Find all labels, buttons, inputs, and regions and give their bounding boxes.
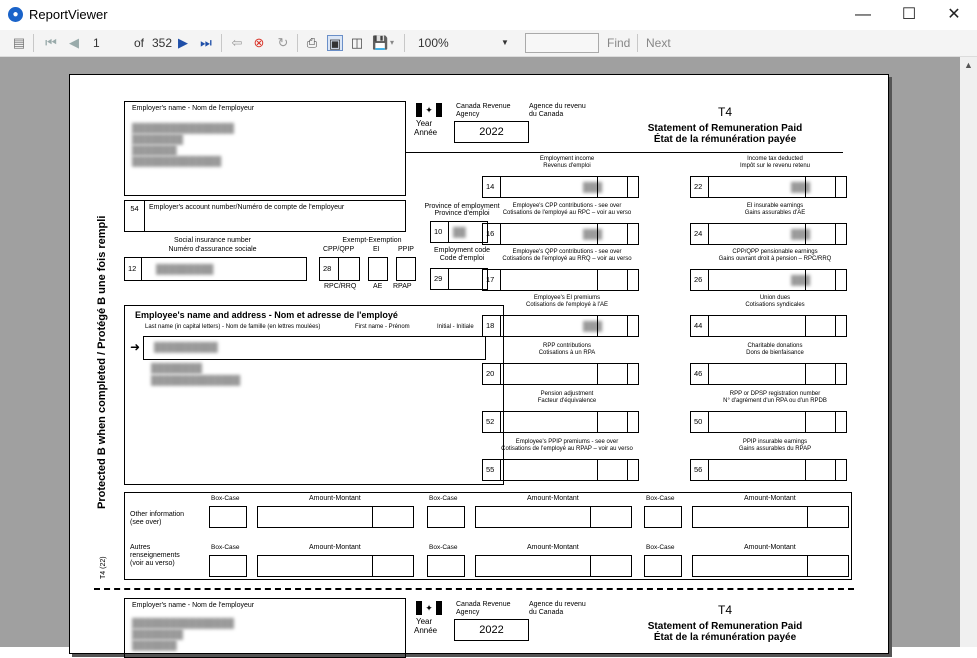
box-18-label-fr: Cotisations de l'employé à l'AE (526, 302, 608, 308)
box-55-label-fr: Cotisations de l'employé au RPAP – voir au verso (501, 446, 633, 452)
page-setup-icon[interactable]: ◫ (350, 35, 364, 50)
box-50-cents-field (805, 411, 847, 433)
other-box-case-field (644, 506, 682, 528)
box-14-amount-field: ███ (500, 176, 628, 198)
box-case-label: Box-Case (211, 544, 240, 551)
arrow-icon: ➜ (130, 340, 141, 354)
box-14-label-fr: Revenus d'emploi (543, 163, 591, 169)
box-44-label-en: Union dues (759, 295, 791, 301)
box-14-cents-field (597, 176, 639, 198)
province-label-en: Province of employment (424, 203, 500, 210)
employment-code-box-num: 29 (430, 268, 449, 290)
other-amount-field (257, 555, 373, 577)
other-amount-field (257, 506, 373, 528)
box-22-label-en: Income tax deducted (747, 156, 803, 162)
box-17-label-fr: Cotisations de l'employé au RRQ – voir au verso (502, 256, 632, 262)
employer-name-label-2: Employer's name - Nom de l'employeur (132, 602, 255, 609)
province-field: ██ (448, 221, 488, 243)
box-56-number: 56 (690, 459, 709, 481)
box-14-number: 14 (482, 176, 501, 198)
zoom-dropdown-icon[interactable]: ▼ (501, 38, 509, 47)
agency-fr-2: Agence du revenu du Canada (529, 601, 586, 616)
find-input[interactable] (525, 33, 599, 53)
year-label-fr: Année (414, 128, 438, 137)
total-pages: 352 (152, 36, 173, 50)
report-page (69, 74, 889, 654)
box-55-number: 55 (482, 459, 501, 481)
other-info-en: Other information (see over) (130, 511, 185, 526)
sin-box-num: 12 (124, 257, 142, 281)
other-amount-field (475, 555, 591, 577)
box-55-cents-field (597, 459, 639, 481)
box-case-label: Box-Case (429, 495, 458, 502)
amount-montant-label: Amount-Montant (309, 495, 361, 502)
agency-fr: Agence du revenu du Canada (529, 103, 586, 118)
box-22-label-fr: Impôt sur le revenu retenu (739, 163, 811, 169)
tear-line (94, 588, 854, 590)
form-title-en: Statement of Remuneration Paid (647, 123, 803, 134)
amount-montant-label: Amount-Montant (527, 495, 579, 502)
other-box-case-field (209, 555, 247, 577)
box-50-number: 50 (690, 411, 709, 433)
other-cents-field (807, 555, 849, 577)
employee-name-field: ██████████ (143, 336, 486, 360)
province-label-fr: Province d'emploi (434, 210, 490, 217)
box-22-amount-field: ███ (708, 176, 836, 198)
box-44-number: 44 (690, 315, 709, 337)
form-code: T4 (717, 105, 732, 119)
employer-account-box (124, 200, 406, 232)
box-46-cents-field (805, 363, 847, 385)
box-20-label-en: RPP contributions (543, 343, 591, 349)
employment-code-label-en: Employment code (433, 247, 491, 254)
box-44-cents-field (805, 315, 847, 337)
box-18-number: 18 (482, 315, 501, 337)
canada-flag-icon: ✦ (416, 103, 442, 117)
side-form-code: T4 (22) (100, 556, 107, 579)
employer-name-label: Employer's name - Nom de l'employeur (132, 105, 255, 112)
box-52-label-fr: Facteur d'équivalence (537, 398, 597, 404)
close-button[interactable]: ✕ (947, 6, 961, 23)
canada-flag-icon-2: ✦ (416, 601, 442, 615)
exempt-ppip-label: PPIP (398, 246, 414, 253)
employee-label: Employee's name and address - Nom et adresse de l'employé (135, 310, 398, 320)
exempt-ei-field (368, 257, 388, 281)
maximize-button[interactable]: ☐ (901, 6, 917, 23)
next-button[interactable]: Next (646, 36, 671, 50)
exempt-ppip-field (396, 257, 416, 281)
employee-box: Employee's name and address - Nom et adresse de l'employé Last name (in capital letters) - Nom de famille (en lettres moulées) First name - Prénom Initial - Initiale ██████████ ████████ ██████████████ (124, 305, 504, 485)
scroll-up-icon[interactable]: ▲ (964, 60, 973, 70)
year-label-2: Year (416, 617, 433, 626)
box-44-label-fr: Cotisations syndicales (745, 302, 805, 308)
current-page-input[interactable]: 1 (93, 36, 100, 50)
box-56-label-en: PPIP insurable earnings (742, 439, 808, 445)
back-icon[interactable]: ⇦ (231, 35, 243, 50)
box-46-label-fr: Dons de bienfaisance (746, 350, 804, 356)
initial-label: Initial - Initiale (437, 324, 474, 330)
other-cents-field (807, 506, 849, 528)
box-56-cents-field (805, 459, 847, 481)
other-amount-field (692, 555, 808, 577)
box-24-cents-field (805, 223, 847, 245)
amount-montant-label: Amount-Montant (527, 544, 579, 551)
box-26-label-fr: Gains ouvrant droit à pension – RPC/RRQ (718, 256, 832, 262)
stop-icon[interactable]: ⊗ (253, 35, 265, 50)
other-box-case-field (427, 506, 465, 528)
box-24-number: 24 (690, 223, 709, 245)
agency-en-2: Canada Revenue Agency (456, 601, 511, 616)
province-box-num: 10 (430, 221, 449, 243)
sin-label-en: Social insurance number (173, 237, 252, 244)
box-24-label-en: EI insurable earnings (746, 203, 804, 209)
box-18-label-en: Employee's EI premiums (533, 295, 601, 301)
other-box-case-field (644, 555, 682, 577)
box-26-number: 26 (690, 269, 709, 291)
exempt-ei-label: EI (373, 246, 380, 253)
minimize-button[interactable]: — (855, 6, 871, 23)
sin-label-fr: Numéro d'assurance sociale (168, 246, 257, 253)
other-cents-field (590, 506, 632, 528)
form-title-fr: État de la rémunération payée (653, 134, 797, 145)
box-26-amount-field: ███ (708, 269, 836, 291)
box-26-cents-field (805, 269, 847, 291)
exempt-cpp-label: CPP/QPP (323, 246, 355, 253)
employer-account-box-num: 54 (125, 201, 145, 231)
other-info-fr: Autres renseignements (voir au verso) (130, 544, 180, 567)
exempt-label: Exempt-Exemption (342, 237, 402, 244)
firstname-label: First name - Prénom (355, 324, 410, 330)
app-icon: ● (8, 7, 23, 22)
export-icon[interactable]: 💾 (372, 35, 389, 50)
amount-montant-label: Amount-Montant (744, 544, 796, 551)
employer-name-box: Employer's name - Nom de l'employeur ████████████████ ████████ ███████ ██████████████ (124, 101, 406, 196)
box-50-label-en: RPP or DPSP registration number (729, 391, 821, 397)
other-amount-field (692, 506, 808, 528)
box-46-number: 46 (690, 363, 709, 385)
year-label: Year (416, 119, 433, 128)
box-16-number: 16 (482, 223, 501, 245)
export-dropdown-icon[interactable]: ▾ (389, 38, 394, 47)
box-52-number: 52 (482, 411, 501, 433)
box-17-label-en: Employee's QPP contributions - see over (512, 249, 622, 255)
vertical-scrollbar[interactable] (960, 57, 977, 647)
box-18-amount-field: ███ (500, 315, 628, 337)
other-box-case-field (209, 506, 247, 528)
page-of-label: of (134, 36, 145, 50)
box-16-amount-field: ███ (500, 223, 628, 245)
exempt-ae-label: AE (373, 283, 383, 290)
other-box-case-field (427, 555, 465, 577)
box-50-label-fr: N° d'agrément d'un RPA ou d'un RPDB (723, 398, 827, 404)
other-cents-field (372, 555, 414, 577)
box-16-label-en: Employee's CPP contributions - see over (512, 203, 622, 209)
print-layout-icon[interactable]: ▣ (328, 36, 342, 51)
box-46-label-en: Charitable donations (747, 343, 803, 349)
other-amount-field (475, 506, 591, 528)
exempt-box-num: 28 (319, 257, 339, 281)
document-map-icon[interactable]: ▤ (12, 35, 26, 50)
box-18-cents-field (597, 315, 639, 337)
box-14-label-en: Employment income (539, 156, 595, 162)
box-17-cents-field (597, 269, 639, 291)
refresh-icon[interactable]: ↻ (277, 35, 289, 50)
box-20-cents-field (597, 363, 639, 385)
last-page-icon[interactable]: ⏭ (200, 35, 212, 50)
form-title-en-2: Statement of Remuneration Paid (647, 621, 803, 632)
amount-montant-label: Amount-Montant (744, 495, 796, 502)
employer-account-label: Employer's account number/Numéro de compte de l'employeur (149, 204, 345, 211)
box-24-label-fr: Gains assurables d'AE (744, 210, 806, 216)
employer-name-blurred: ████████████████ (132, 123, 235, 133)
box-24-amount-field: ███ (708, 223, 836, 245)
first-page-icon[interactable]: ⏮ (45, 35, 57, 50)
side-protected-text: Protected B when completed / Protégé B une fois rempli (96, 215, 108, 509)
box-case-label: Box-Case (211, 495, 240, 502)
box-52-cents-field (597, 411, 639, 433)
exempt-rpap-label: RPAP (393, 283, 412, 290)
form-code-2: T4 (717, 603, 732, 617)
exempt-cpp-field (338, 257, 360, 281)
print-icon[interactable]: ⎙ (306, 35, 318, 50)
agency-en: Canada Revenue Agency (456, 103, 511, 118)
other-cents-field (590, 555, 632, 577)
zoom-select[interactable]: 100% (418, 36, 449, 50)
box-16-label-fr: Cotisations de l'employé au RPC – voir au verso (502, 210, 632, 216)
amount-montant-label: Amount-Montant (309, 544, 361, 551)
employer-name-box-2: Employer's name - Nom de l'employeur ████████████████ ████████ ███████ (124, 598, 406, 658)
year-field-2: 2022 (454, 619, 529, 641)
window-title: ReportViewer (29, 7, 108, 22)
box-20-label-fr: Cotisations à un RPA (538, 350, 596, 356)
report-toolbar (0, 30, 977, 57)
next-page-icon[interactable]: ▶ (178, 35, 188, 50)
exempt-rpc-label: RPC/RRQ (324, 283, 357, 290)
year-label-fr-2: Année (414, 626, 438, 635)
box-26-label-en: CPP/QPP pensionable earnings (732, 249, 818, 255)
box-16-cents-field (597, 223, 639, 245)
sin-field: █████████ (141, 257, 307, 281)
previous-page-icon[interactable]: ◀ (69, 35, 79, 50)
box-20-number: 20 (482, 363, 501, 385)
box-52-label-en: Pension adjustment (540, 391, 594, 397)
box-56-label-fr: Gains assurables du RPAP (738, 446, 812, 452)
title-bar (0, 0, 977, 30)
box-17-number: 17 (482, 269, 501, 291)
lastname-label: Last name (in capital letters) - Nom de famille (en lettres moulées) (145, 324, 321, 330)
box-case-label: Box-Case (646, 544, 675, 551)
find-button[interactable]: Find (607, 36, 631, 50)
other-cents-field (372, 506, 414, 528)
employment-code-label-fr: Code d'emploi (439, 255, 485, 262)
other-information-box (124, 492, 852, 580)
form-title-fr-2: État de la rémunération payée (653, 632, 797, 643)
box-case-label: Box-Case (429, 544, 458, 551)
year-field: 2022 (454, 121, 529, 143)
box-22-cents-field (805, 176, 847, 198)
box-55-label-en: Employee's PPIP premiums - see over (515, 439, 619, 445)
box-22-number: 22 (690, 176, 709, 198)
box-case-label: Box-Case (646, 495, 675, 502)
